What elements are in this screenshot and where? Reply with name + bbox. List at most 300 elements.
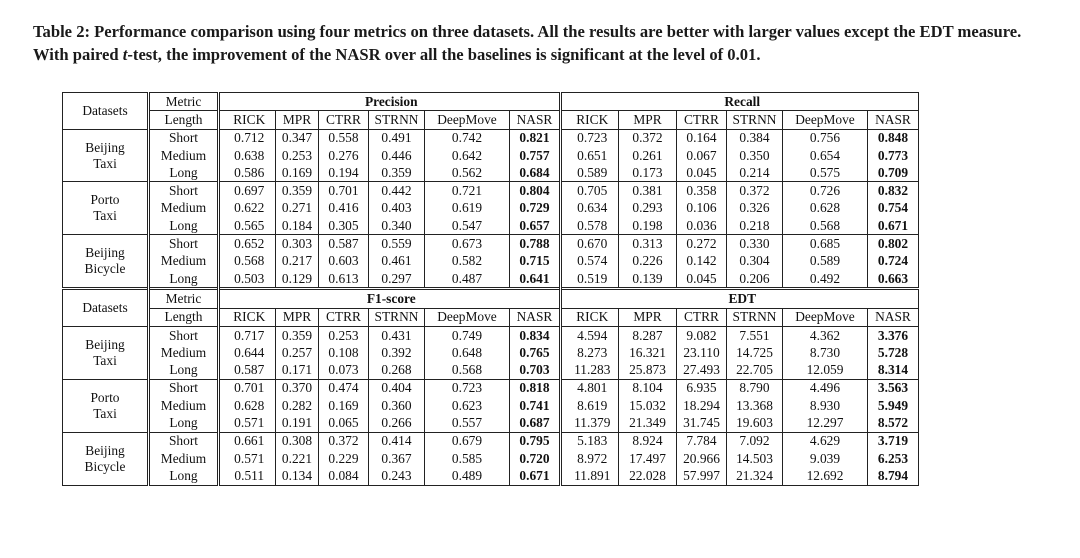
value-cell: 0.568 <box>234 253 265 269</box>
table-row <box>63 379 919 397</box>
value-cell: 0.661 <box>224 432 276 450</box>
value-cell: 0.293 <box>619 200 677 217</box>
value-cell: 0.687 <box>510 414 561 432</box>
value-cell: 8.924 <box>619 432 677 450</box>
value-cell: 27.493 <box>677 361 727 379</box>
dataset-name-line: Beijing <box>85 336 125 352</box>
method-header: DeepMove <box>425 308 510 326</box>
value-cell: 0.253 <box>276 147 319 164</box>
value-cell: 0.271 <box>276 200 319 217</box>
method-header: CTRR <box>677 308 727 326</box>
value-cell: 0.359 <box>276 182 319 200</box>
value-cell: 0.701 <box>224 379 276 397</box>
value-cell: 0.848 <box>868 129 919 147</box>
value-cell: 0.084 <box>319 467 369 485</box>
dataset-name <box>63 432 149 485</box>
value-cell: 0.045 <box>677 270 727 289</box>
value-cell: 14.503 <box>727 450 783 467</box>
value-cell: 0.557 <box>425 414 510 432</box>
value-cell: 8.930 <box>783 397 868 414</box>
value-cell: 12.692 <box>783 467 868 485</box>
value-cell: 0.832 <box>868 182 919 200</box>
value-cell: 0.603 <box>319 253 369 270</box>
value-cell: 0.765 <box>510 344 561 361</box>
value-cell: 23.110 <box>677 344 727 361</box>
value-cell: 0.802 <box>868 235 919 253</box>
table-row <box>63 217 919 235</box>
value-cell: 0.641 <box>510 270 561 289</box>
length-cell: Medium <box>149 397 219 414</box>
value-cell: 0.171 <box>276 361 319 379</box>
value-cell: 16.321 <box>619 344 677 361</box>
metric-group-title: Recall <box>724 93 761 109</box>
value-cell: 0.701 <box>319 182 369 200</box>
value-cell: 0.715 <box>510 253 561 270</box>
table-row <box>63 344 919 361</box>
table-row <box>63 270 919 289</box>
value-cell: 0.648 <box>425 344 510 361</box>
value-cell: 0.108 <box>319 344 369 361</box>
value-cell: 0.562 <box>425 164 510 182</box>
value-cell: 0.129 <box>276 270 319 289</box>
value-cell: 0.571 <box>234 414 265 430</box>
value-cell: 0.142 <box>677 253 727 270</box>
value-cell: 0.619 <box>425 200 510 217</box>
value-cell: 0.503 <box>234 270 265 286</box>
value-cell: 11.379 <box>574 414 611 430</box>
method-header: CTRR <box>319 111 369 129</box>
value-cell: 0.697 <box>224 182 276 200</box>
value-cell: 0.243 <box>369 467 425 485</box>
value-cell: 22.705 <box>727 361 783 379</box>
value-cell: 0.589 <box>577 164 608 180</box>
value-cell: 0.282 <box>276 397 319 414</box>
metric-header: Metric <box>149 289 219 308</box>
value-cell: 0.628 <box>783 200 868 217</box>
table-row <box>63 129 919 147</box>
length-cell: Medium <box>149 344 219 361</box>
value-cell: 0.065 <box>319 414 369 432</box>
value-cell: 8.273 <box>577 344 608 360</box>
value-cell: 0.723 <box>425 379 510 397</box>
value-cell: 0.297 <box>369 270 425 289</box>
value-cell: 12.297 <box>783 414 868 432</box>
method-header: STRNN <box>727 111 783 129</box>
value-cell: 0.491 <box>369 129 425 147</box>
dataset-name-line: Taxi <box>93 405 117 421</box>
value-cell: 8.287 <box>619 326 677 344</box>
value-cell: 57.997 <box>677 467 727 485</box>
value-cell: 8.790 <box>727 379 783 397</box>
dataset-name <box>63 326 149 379</box>
value-cell: 0.720 <box>510 450 561 467</box>
value-cell: 0.726 <box>783 182 868 200</box>
dataset-name-line: Taxi <box>93 208 117 224</box>
value-cell: 0.487 <box>425 270 510 289</box>
value-cell: 0.442 <box>369 182 425 200</box>
value-cell: 0.705 <box>567 182 619 200</box>
length-cell: Short <box>149 326 219 344</box>
value-cell: 0.276 <box>319 147 369 164</box>
value-cell: 0.257 <box>276 344 319 361</box>
value-cell: 0.446 <box>369 147 425 164</box>
value-cell: 5.728 <box>868 344 919 361</box>
method-header: MPR <box>619 308 677 326</box>
length-cell: Short <box>149 379 219 397</box>
value-cell: 0.729 <box>510 200 561 217</box>
value-cell: 0.834 <box>510 326 561 344</box>
value-cell: 0.568 <box>783 217 868 235</box>
value-cell: 0.547 <box>425 217 510 235</box>
value-cell: 0.347 <box>276 129 319 147</box>
method-header: NASR <box>510 308 561 326</box>
value-cell: 0.431 <box>369 326 425 344</box>
dataset-name <box>63 379 149 432</box>
method-header: MPR <box>276 111 319 129</box>
value-cell: 0.679 <box>425 432 510 450</box>
table-row <box>63 326 919 344</box>
value-cell: 8.730 <box>783 344 868 361</box>
header-row-metric <box>63 289 919 308</box>
value-cell: 0.461 <box>369 253 425 270</box>
value-cell: 0.253 <box>319 326 369 344</box>
value-cell: 0.392 <box>369 344 425 361</box>
value-cell: 0.703 <box>510 361 561 379</box>
value-cell: 3.719 <box>868 432 919 450</box>
dataset-name <box>63 129 149 182</box>
header-row-metric <box>63 93 919 111</box>
method-header: MPR <box>619 111 677 129</box>
value-cell: 0.229 <box>319 450 369 467</box>
value-cell: 0.575 <box>783 164 868 182</box>
value-cell: 0.709 <box>868 164 919 182</box>
value-cell: 0.492 <box>783 270 868 289</box>
value-cell: 0.622 <box>234 200 265 216</box>
value-cell: 21.324 <box>727 467 783 485</box>
value-cell: 20.966 <box>677 450 727 467</box>
value-cell: 0.367 <box>369 450 425 467</box>
value-cell: 8.972 <box>577 450 608 466</box>
value-cell: 3.376 <box>868 326 919 344</box>
caption-italic-t: t <box>122 45 128 64</box>
value-cell: 0.489 <box>425 467 510 485</box>
value-cell: 8.794 <box>868 467 919 485</box>
value-cell: 0.644 <box>234 344 265 360</box>
dataset-name-line: Bicycle <box>84 458 126 474</box>
value-cell: 0.754 <box>868 200 919 217</box>
method-header: STRNN <box>727 308 783 326</box>
metric-group-title: Precision <box>364 93 418 109</box>
dataset-name-line: Beijing <box>85 442 125 458</box>
value-cell: 0.651 <box>577 147 608 163</box>
dataset-name-line: Bicycle <box>84 261 126 277</box>
value-cell: 0.218 <box>727 217 783 235</box>
method-header: STRNN <box>369 308 425 326</box>
table-row <box>63 147 919 164</box>
value-cell: 0.372 <box>619 129 677 147</box>
value-cell: 0.358 <box>677 182 727 200</box>
value-cell: 0.326 <box>727 200 783 217</box>
value-cell: 0.340 <box>369 217 425 235</box>
value-cell: 0.652 <box>224 235 276 253</box>
value-cell: 0.268 <box>369 361 425 379</box>
value-cell: 4.594 <box>567 326 619 344</box>
value-cell: 8.572 <box>868 414 919 432</box>
value-cell: 0.723 <box>567 129 619 147</box>
value-cell: 0.350 <box>727 147 783 164</box>
value-cell: 22.028 <box>619 467 677 485</box>
table-row <box>63 414 919 432</box>
caption-text-2: -test, the improvement of the NASR over all the baselines is significant at the level of 0.01. <box>127 45 761 64</box>
value-cell: 0.749 <box>425 326 510 344</box>
value-cell: 6.253 <box>868 450 919 467</box>
results-table <box>62 92 919 486</box>
length-cell: Long <box>149 164 219 182</box>
value-cell: 0.654 <box>783 147 868 164</box>
value-cell: 31.745 <box>677 414 727 432</box>
datasets-header: Datasets <box>82 102 128 118</box>
header-row-methods <box>63 111 919 129</box>
value-cell: 9.082 <box>677 326 727 344</box>
caption-text-1: Table 2: Performance comparison using four metrics on three datasets. All the results are better with larger values except the EDT measure. With paired <box>33 22 1022 64</box>
value-cell: 0.589 <box>783 253 868 270</box>
table-row <box>63 397 919 414</box>
method-header: STRNN <box>369 111 425 129</box>
value-cell: 0.217 <box>276 253 319 270</box>
value-cell: 8.314 <box>868 361 919 379</box>
value-cell: 11.891 <box>574 467 611 483</box>
value-cell: 0.194 <box>319 164 369 182</box>
value-cell: 0.173 <box>619 164 677 182</box>
table-row <box>63 467 919 485</box>
method-header: CTRR <box>677 111 727 129</box>
table-row <box>63 361 919 379</box>
method-header: RICK <box>224 308 276 326</box>
header-row-methods <box>63 308 919 326</box>
value-cell: 0.613 <box>319 270 369 289</box>
value-cell: 0.587 <box>319 235 369 253</box>
method-header: CTRR <box>319 308 369 326</box>
value-cell: 0.073 <box>319 361 369 379</box>
value-cell: 0.067 <box>677 147 727 164</box>
table-row <box>63 200 919 217</box>
length-cell: Short <box>149 235 219 253</box>
length-cell: Long <box>149 414 219 432</box>
value-cell: 0.712 <box>224 129 276 147</box>
table-row <box>63 253 919 270</box>
dataset-name-line: Taxi <box>93 155 117 171</box>
value-cell: 4.362 <box>783 326 868 344</box>
value-cell: 0.578 <box>577 217 608 233</box>
value-cell: 0.568 <box>425 361 510 379</box>
value-cell: 0.206 <box>727 270 783 289</box>
value-cell: 0.139 <box>619 270 677 289</box>
table-row <box>63 182 919 200</box>
value-cell: 0.272 <box>677 235 727 253</box>
value-cell: 0.565 <box>234 217 265 233</box>
value-cell: 0.474 <box>319 379 369 397</box>
metric-group-title: F1-score <box>224 289 561 308</box>
value-cell: 0.184 <box>276 217 319 235</box>
value-cell: 0.684 <box>510 164 561 182</box>
value-cell: 0.360 <box>369 397 425 414</box>
value-cell: 0.370 <box>276 379 319 397</box>
value-cell: 11.283 <box>574 362 611 378</box>
method-header: NASR <box>510 111 561 129</box>
value-cell: 0.673 <box>425 235 510 253</box>
value-cell: 18.294 <box>677 397 727 414</box>
length-cell: Medium <box>149 147 219 164</box>
value-cell: 0.304 <box>727 253 783 270</box>
length-cell: Long <box>149 217 219 235</box>
method-header: NASR <box>868 111 919 129</box>
value-cell: 0.359 <box>276 326 319 344</box>
value-cell: 0.721 <box>425 182 510 200</box>
value-cell: 6.935 <box>677 379 727 397</box>
value-cell: 0.404 <box>369 379 425 397</box>
value-cell: 0.582 <box>425 253 510 270</box>
value-cell: 0.036 <box>677 217 727 235</box>
datasets-header: Datasets <box>63 289 149 327</box>
value-cell: 0.638 <box>234 147 265 163</box>
value-cell: 4.629 <box>783 432 868 450</box>
method-header: RICK <box>567 111 619 129</box>
value-cell: 3.563 <box>868 379 919 397</box>
method-header: DeepMove <box>783 111 868 129</box>
value-cell: 0.313 <box>619 235 677 253</box>
value-cell: 0.574 <box>577 253 608 269</box>
dataset-name-line: Beijing <box>85 139 125 155</box>
value-cell: 0.198 <box>619 217 677 235</box>
method-header: RICK <box>224 111 276 129</box>
length-cell: Medium <box>149 253 219 270</box>
value-cell: 0.671 <box>868 217 919 235</box>
value-cell: 0.742 <box>425 129 510 147</box>
value-cell: 0.663 <box>868 270 919 289</box>
value-cell: 0.384 <box>727 129 783 147</box>
value-cell: 0.587 <box>234 362 265 378</box>
length-cell: Short <box>149 129 219 147</box>
dataset-name-line: Porto <box>90 192 120 208</box>
value-cell: 8.619 <box>577 397 608 413</box>
value-cell: 0.330 <box>727 235 783 253</box>
value-cell: 0.214 <box>727 164 783 182</box>
length-cell: Long <box>149 361 219 379</box>
value-cell: 0.642 <box>425 147 510 164</box>
metric-header: Metric <box>149 93 219 111</box>
value-cell: 0.191 <box>276 414 319 432</box>
value-cell: 0.305 <box>319 217 369 235</box>
value-cell: 0.804 <box>510 182 561 200</box>
value-cell: 0.164 <box>677 129 727 147</box>
value-cell: 12.059 <box>783 361 868 379</box>
value-cell: 0.671 <box>510 467 561 485</box>
method-header: DeepMove <box>425 111 510 129</box>
value-cell: 0.795 <box>510 432 561 450</box>
value-cell: 13.368 <box>727 397 783 414</box>
value-cell: 0.623 <box>425 397 510 414</box>
table-row <box>63 432 919 450</box>
dataset-name <box>63 182 149 235</box>
length-cell: Medium <box>149 200 219 217</box>
value-cell: 9.039 <box>783 450 868 467</box>
value-cell: 0.261 <box>619 147 677 164</box>
value-cell: 0.821 <box>510 129 561 147</box>
length-header: Length <box>149 111 219 129</box>
value-cell: 0.266 <box>369 414 425 432</box>
value-cell: 0.169 <box>319 397 369 414</box>
value-cell: 0.670 <box>567 235 619 253</box>
table-row <box>63 450 919 467</box>
value-cell: 0.756 <box>783 129 868 147</box>
value-cell: 0.634 <box>577 200 608 216</box>
method-header: RICK <box>567 308 619 326</box>
value-cell: 0.724 <box>868 253 919 270</box>
value-cell: 14.725 <box>727 344 783 361</box>
value-cell: 0.586 <box>234 164 265 180</box>
method-header: MPR <box>276 308 319 326</box>
value-cell: 0.303 <box>276 235 319 253</box>
value-cell: 5.949 <box>868 397 919 414</box>
value-cell: 17.497 <box>619 450 677 467</box>
metric-group-title: EDT <box>567 289 919 308</box>
value-cell: 0.403 <box>369 200 425 217</box>
dataset-name-line: Porto <box>90 389 120 405</box>
value-cell: 0.685 <box>783 235 868 253</box>
table-caption <box>33 20 1048 66</box>
value-cell: 5.183 <box>567 432 619 450</box>
value-cell: 0.511 <box>234 467 265 483</box>
length-header: Length <box>149 308 219 326</box>
value-cell: 0.106 <box>677 200 727 217</box>
dataset-name <box>63 235 149 289</box>
value-cell: 0.818 <box>510 379 561 397</box>
length-cell: Long <box>149 467 219 485</box>
value-cell: 0.359 <box>369 164 425 182</box>
table-row <box>63 235 919 253</box>
value-cell: 0.773 <box>868 147 919 164</box>
value-cell: 0.558 <box>319 129 369 147</box>
value-cell: 7.784 <box>677 432 727 450</box>
value-cell: 0.628 <box>234 397 265 413</box>
value-cell: 0.657 <box>510 217 561 235</box>
value-cell: 0.221 <box>276 450 319 467</box>
value-cell: 0.416 <box>319 200 369 217</box>
value-cell: 19.603 <box>727 414 783 432</box>
value-cell: 25.873 <box>619 361 677 379</box>
value-cell: 0.571 <box>234 450 265 466</box>
method-header: DeepMove <box>783 308 868 326</box>
value-cell: 0.741 <box>510 397 561 414</box>
value-cell: 0.134 <box>276 467 319 485</box>
value-cell: 0.757 <box>510 147 561 164</box>
value-cell: 21.349 <box>619 414 677 432</box>
value-cell: 4.801 <box>567 379 619 397</box>
value-cell: 0.169 <box>276 164 319 182</box>
value-cell: 0.372 <box>319 432 369 450</box>
value-cell: 7.092 <box>727 432 783 450</box>
value-cell: 0.717 <box>224 326 276 344</box>
value-cell: 0.381 <box>619 182 677 200</box>
length-cell: Short <box>149 432 219 450</box>
length-cell: Medium <box>149 450 219 467</box>
value-cell: 0.519 <box>577 270 608 286</box>
value-cell: 8.104 <box>619 379 677 397</box>
value-cell: 0.226 <box>619 253 677 270</box>
value-cell: 0.414 <box>369 432 425 450</box>
length-cell: Short <box>149 182 219 200</box>
value-cell: 0.559 <box>369 235 425 253</box>
